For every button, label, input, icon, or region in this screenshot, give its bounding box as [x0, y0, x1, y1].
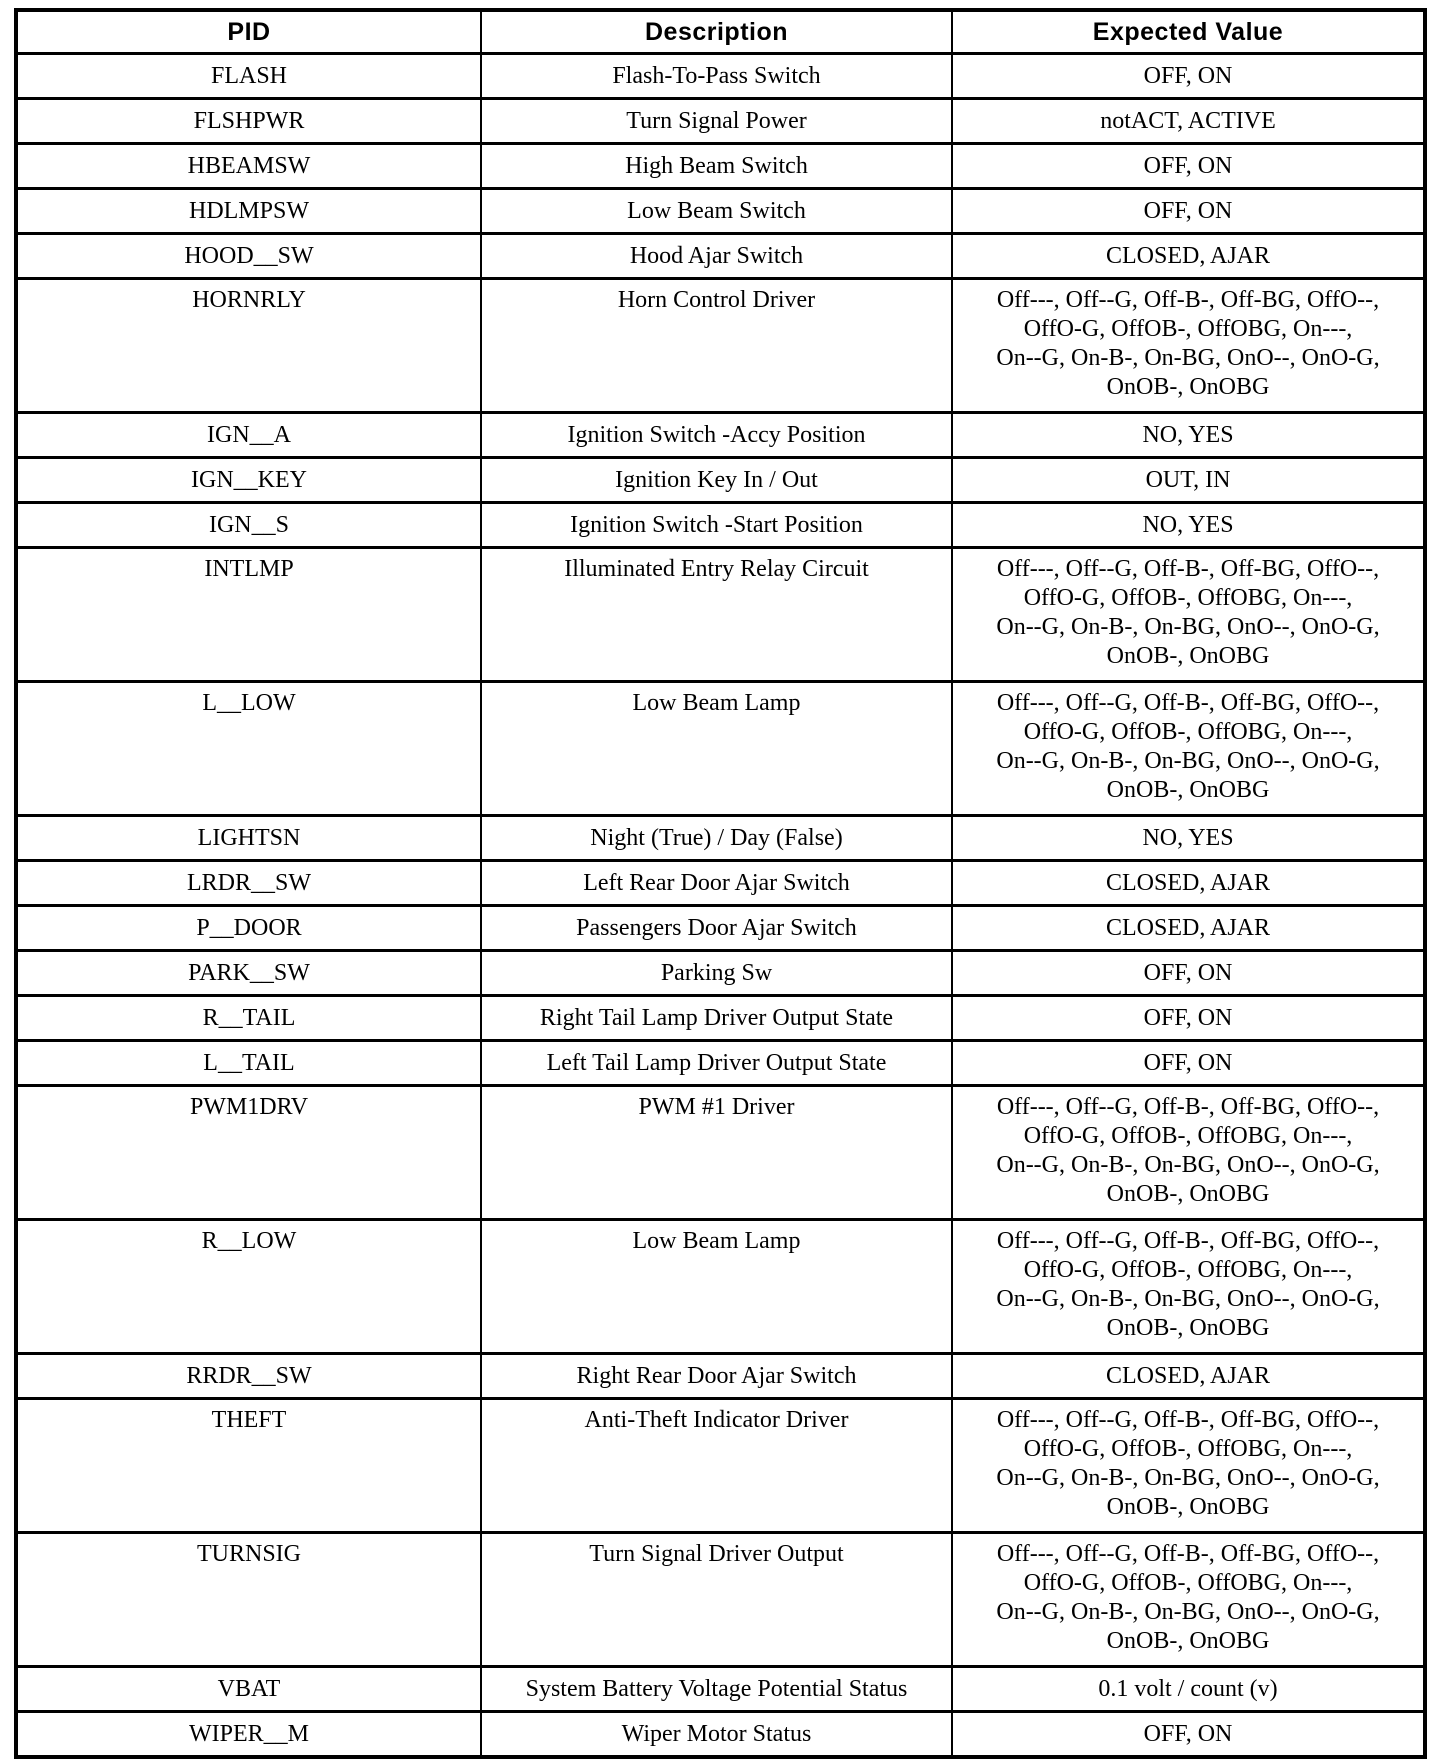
description-cell: Right Rear Door Ajar Switch	[481, 1354, 952, 1399]
expected-value-line: On--G, On-B-, On-BG, OnO--, OnO-G,	[996, 614, 1380, 640]
description-cell: Anti-Theft Indicator Driver	[481, 1399, 952, 1533]
description-cell: Ignition Switch -Accy Position	[481, 413, 952, 458]
table-row	[16, 1220, 1425, 1354]
expected-value-line: OnOB-, OnOBG	[1106, 777, 1270, 803]
expected-value-cell	[952, 951, 1425, 996]
expected-value-cell	[952, 1712, 1425, 1758]
pid-cell: IGN__A	[16, 413, 481, 458]
expected-value-line: CLOSED, AJAR	[1105, 914, 1271, 941]
pid-cell: IGN__S	[16, 503, 481, 548]
expected-value-line: NO, YES	[1142, 824, 1234, 851]
header-cell-description: Description	[481, 10, 952, 54]
description-cell: Turn Signal Driver Output	[481, 1533, 952, 1667]
expected-value-cell	[952, 99, 1425, 144]
expected-value-line: OUT, IN	[1145, 466, 1231, 493]
expected-value-line: OffO-G, OffOB-, OffOBG, On---,	[1023, 1436, 1353, 1462]
description-cell: Right Tail Lamp Driver Output State	[481, 996, 952, 1041]
pid-cell: LIGHTSN	[16, 816, 481, 861]
expected-value-cell	[952, 816, 1425, 861]
table-row	[16, 951, 1425, 996]
table-body	[16, 54, 1425, 1758]
pid-cell: R__LOW	[16, 1220, 481, 1354]
expected-value-cell	[952, 458, 1425, 503]
expected-value-line: NO, YES	[1142, 511, 1234, 538]
table-row	[16, 503, 1425, 548]
header-cell-expected-value: Expected Value	[952, 10, 1425, 54]
table-row	[16, 682, 1425, 816]
expected-value-line: OFF, ON	[1143, 62, 1233, 89]
expected-value-line: notACT, ACTIVE	[1100, 107, 1276, 134]
description-cell: Low Beam Lamp	[481, 1220, 952, 1354]
expected-value-cell	[952, 861, 1425, 906]
description-cell: Ignition Key In / Out	[481, 458, 952, 503]
expected-value-line: On--G, On-B-, On-BG, OnO--, OnO-G,	[996, 1286, 1380, 1312]
pid-cell: THEFT	[16, 1399, 481, 1533]
expected-value-line: OffO-G, OffOB-, OffOBG, On---,	[1023, 1123, 1353, 1149]
description-cell: High Beam Switch	[481, 144, 952, 189]
pid-cell: WIPER__M	[16, 1712, 481, 1758]
expected-value-cell	[952, 548, 1425, 682]
expected-value-cell	[952, 234, 1425, 279]
expected-value-line: On--G, On-B-, On-BG, OnO--, OnO-G,	[996, 345, 1380, 371]
expected-value-line: OFF, ON	[1143, 1004, 1233, 1031]
description-cell: Left Rear Door Ajar Switch	[481, 861, 952, 906]
description-cell: Low Beam Lamp	[481, 682, 952, 816]
expected-value-line: Off---, Off--G, Off-B-, Off-BG, OffO--,	[996, 1541, 1380, 1567]
description-cell: Horn Control Driver	[481, 279, 952, 413]
expected-value-line: OffO-G, OffOB-, OffOBG, On---,	[1023, 719, 1353, 745]
table-row	[16, 279, 1425, 413]
pid-cell: PWM1DRV	[16, 1086, 481, 1220]
expected-value-line: Off---, Off--G, Off-B-, Off-BG, OffO--,	[996, 1228, 1380, 1254]
table-row	[16, 189, 1425, 234]
expected-value-line: CLOSED, AJAR	[1105, 242, 1271, 269]
description-cell: Left Tail Lamp Driver Output State	[481, 1041, 952, 1086]
pid-cell: FLASH	[16, 54, 481, 99]
description-cell: Turn Signal Power	[481, 99, 952, 144]
table-row	[16, 1533, 1425, 1667]
pid-cell: RRDR__SW	[16, 1354, 481, 1399]
expected-value-line: OFF, ON	[1143, 197, 1233, 224]
expected-value-cell	[952, 503, 1425, 548]
table-row	[16, 1041, 1425, 1086]
expected-value-cell	[952, 1667, 1425, 1712]
description-cell: Illuminated Entry Relay Circuit	[481, 548, 952, 682]
description-cell: Passengers Door Ajar Switch	[481, 906, 952, 951]
pid-cell: PARK__SW	[16, 951, 481, 996]
table-header	[16, 10, 1425, 54]
description-cell: Night (True) / Day (False)	[481, 816, 952, 861]
pid-reference-table	[14, 8, 1427, 1759]
expected-value-line: OFF, ON	[1143, 1720, 1233, 1747]
expected-value-line: Off---, Off--G, Off-B-, Off-BG, OffO--,	[996, 287, 1380, 313]
description-cell: Low Beam Switch	[481, 189, 952, 234]
table-row	[16, 144, 1425, 189]
expected-value-cell	[952, 189, 1425, 234]
pid-cell: TURNSIG	[16, 1533, 481, 1667]
expected-value-line: CLOSED, AJAR	[1105, 869, 1271, 896]
expected-value-line: Off---, Off--G, Off-B-, Off-BG, OffO--,	[996, 1407, 1380, 1433]
expected-value-line: On--G, On-B-, On-BG, OnO--, OnO-G,	[996, 1465, 1380, 1491]
expected-value-cell	[952, 1220, 1425, 1354]
expected-value-line: On--G, On-B-, On-BG, OnO--, OnO-G,	[996, 1599, 1380, 1625]
expected-value-line: OffO-G, OffOB-, OffOBG, On---,	[1023, 1257, 1353, 1283]
table-row	[16, 458, 1425, 503]
expected-value-line: On--G, On-B-, On-BG, OnO--, OnO-G,	[996, 748, 1380, 774]
expected-value-line: NO, YES	[1142, 421, 1234, 448]
pid-cell: P__DOOR	[16, 906, 481, 951]
description-cell: PWM #1 Driver	[481, 1086, 952, 1220]
pid-cell: INTLMP	[16, 548, 481, 682]
expected-value-line: Off---, Off--G, Off-B-, Off-BG, OffO--,	[996, 690, 1380, 716]
table-row	[16, 906, 1425, 951]
expected-value-line: OnOB-, OnOBG	[1106, 1628, 1270, 1654]
expected-value-line: OFF, ON	[1143, 152, 1233, 179]
pid-cell: HBEAMSW	[16, 144, 481, 189]
table-row	[16, 1354, 1425, 1399]
table-row	[16, 54, 1425, 99]
expected-value-line: OnOB-, OnOBG	[1106, 1315, 1270, 1341]
pid-cell: LRDR__SW	[16, 861, 481, 906]
expected-value-cell	[952, 144, 1425, 189]
description-cell: Flash-To-Pass Switch	[481, 54, 952, 99]
pid-cell: HOOD__SW	[16, 234, 481, 279]
pid-cell: L__TAIL	[16, 1041, 481, 1086]
header-cell-pid: PID	[16, 10, 481, 54]
pid-cell: VBAT	[16, 1667, 481, 1712]
pid-cell: HORNRLY	[16, 279, 481, 413]
expected-value-line: OnOB-, OnOBG	[1106, 1494, 1270, 1520]
expected-value-cell	[952, 1086, 1425, 1220]
table-row	[16, 816, 1425, 861]
expected-value-cell	[952, 1354, 1425, 1399]
expected-value-line: Off---, Off--G, Off-B-, Off-BG, OffO--,	[996, 1094, 1380, 1120]
description-cell: Ignition Switch -Start Position	[481, 503, 952, 548]
table-row	[16, 234, 1425, 279]
description-cell: System Battery Voltage Potential Status	[481, 1667, 952, 1712]
expected-value-line: Off---, Off--G, Off-B-, Off-BG, OffO--,	[996, 556, 1380, 582]
expected-value-line: OFF, ON	[1143, 959, 1233, 986]
table-row	[16, 413, 1425, 458]
table-row	[16, 1399, 1425, 1533]
expected-value-cell	[952, 413, 1425, 458]
expected-value-line: OnOB-, OnOBG	[1106, 1181, 1270, 1207]
expected-value-line: 0.1 volt / count (v)	[1098, 1675, 1278, 1702]
pid-cell: HDLMPSW	[16, 189, 481, 234]
expected-value-line: On--G, On-B-, On-BG, OnO--, OnO-G,	[996, 1152, 1380, 1178]
expected-value-cell	[952, 279, 1425, 413]
description-cell: Parking Sw	[481, 951, 952, 996]
table-row	[16, 1712, 1425, 1758]
expected-value-line: OFF, ON	[1143, 1049, 1233, 1076]
expected-value-line: OnOB-, OnOBG	[1106, 643, 1270, 669]
expected-value-line: OffO-G, OffOB-, OffOBG, On---,	[1023, 316, 1353, 342]
expected-value-cell	[952, 682, 1425, 816]
description-cell: Hood Ajar Switch	[481, 234, 952, 279]
table-row	[16, 861, 1425, 906]
table-row	[16, 99, 1425, 144]
header-row	[16, 10, 1425, 54]
expected-value-cell	[952, 996, 1425, 1041]
expected-value-cell	[952, 906, 1425, 951]
expected-value-cell	[952, 1041, 1425, 1086]
pid-cell: L__LOW	[16, 682, 481, 816]
table-row	[16, 996, 1425, 1041]
expected-value-line: OnOB-, OnOBG	[1106, 374, 1270, 400]
pid-cell: R__TAIL	[16, 996, 481, 1041]
table-row	[16, 548, 1425, 682]
pid-cell: IGN__KEY	[16, 458, 481, 503]
expected-value-line: OffO-G, OffOB-, OffOBG, On---,	[1023, 585, 1353, 611]
table-row	[16, 1086, 1425, 1220]
expected-value-line: CLOSED, AJAR	[1105, 1362, 1271, 1389]
expected-value-cell	[952, 1533, 1425, 1667]
expected-value-cell	[952, 1399, 1425, 1533]
pid-cell: FLSHPWR	[16, 99, 481, 144]
description-cell: Wiper Motor Status	[481, 1712, 952, 1758]
expected-value-line: OffO-G, OffOB-, OffOBG, On---,	[1023, 1570, 1353, 1596]
table-row	[16, 1667, 1425, 1712]
expected-value-cell	[952, 54, 1425, 99]
